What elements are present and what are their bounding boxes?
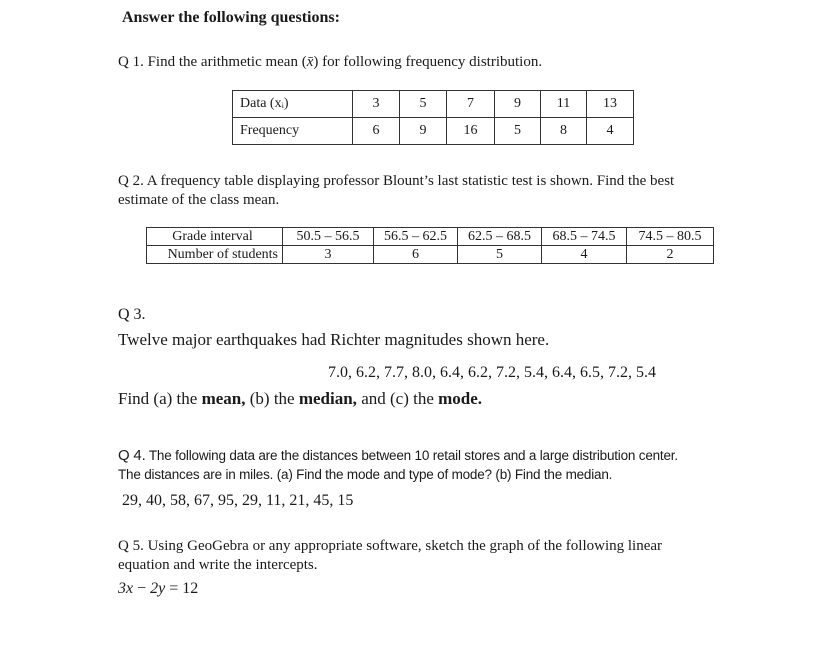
table-cell: 3 xyxy=(283,246,374,264)
question-3-find-c: and (c) the xyxy=(356,389,439,408)
table-cell-label: Number of students xyxy=(147,246,283,264)
question-2-line-2: estimate of the class mean. xyxy=(118,192,280,208)
term-mode: mode. xyxy=(438,389,483,408)
question-5-number: Q 5. xyxy=(118,538,144,554)
table-cell: 4 xyxy=(587,118,634,145)
table-cell: 13 xyxy=(587,91,634,118)
question-5-line-2: equation and write the intercepts. xyxy=(118,557,318,573)
question-2-number: Q 2. xyxy=(118,173,144,189)
question-2 xyxy=(118,172,674,210)
table-row xyxy=(147,246,714,264)
table-cell: 6 xyxy=(353,118,400,145)
equation-minus: − xyxy=(133,580,151,597)
question-3-number: Q 3. xyxy=(118,306,146,323)
question-5-line-1: Using GeoGebra or any appropriate software, sketch the graph of the following linear xyxy=(147,538,663,554)
question-4-line-1: The following data are the distances between 10 retail stores and a large distribution center. xyxy=(148,448,678,463)
table-cell: 2 xyxy=(627,246,714,264)
table-cell: 8 xyxy=(541,118,587,145)
linear-equation xyxy=(118,580,198,598)
question-1-text: Find the arithmetic mean ( xyxy=(147,54,307,70)
question-3-find-b: (b) the xyxy=(245,389,299,408)
table-cell: 3 xyxy=(353,91,400,118)
table-cell: 4 xyxy=(542,246,627,264)
term-median: median, xyxy=(298,389,357,408)
question-1-text-end: ) for following frequency distribution. xyxy=(313,54,543,70)
term-mean: mean, xyxy=(201,389,246,408)
equation-rhs: = 12 xyxy=(165,580,199,597)
table-cell: 56.5 – 62.5 xyxy=(374,228,458,246)
table-cell: 62.5 – 68.5 xyxy=(458,228,542,246)
table-cell: 6 xyxy=(374,246,458,264)
table-cell: 16 xyxy=(447,118,495,145)
table-row xyxy=(233,91,634,118)
table-cell: 5 xyxy=(458,246,542,264)
question-3-body: Twelve major earthquakes had Richter magnitudes shown here. xyxy=(118,330,550,349)
table-cell: 5 xyxy=(400,91,447,118)
table-row xyxy=(233,118,634,145)
table-cell-label: Data (xᵢ) xyxy=(233,91,353,118)
question-4-number: Q 4. xyxy=(118,447,146,464)
question-4-line-2: The distances are in miles. (a) Find the mode and type of mode? (b) Find the median. xyxy=(118,467,613,482)
table-cell: 50.5 – 56.5 xyxy=(283,228,374,246)
table-cell: 7 xyxy=(447,91,495,118)
question-1 xyxy=(118,53,542,72)
question-3-find xyxy=(118,389,482,409)
frequency-table-2 xyxy=(146,227,714,264)
question-1-number: Q 1. xyxy=(118,54,144,70)
frequency-table-1 xyxy=(232,90,634,145)
question-3-data: 7.0, 6.2, 7.7, 8.0, 6.4, 6.2, 7.2, 5.4, 6.4, 6.5, 7.2, 5.4 xyxy=(328,364,656,381)
table-cell: 74.5 – 80.5 xyxy=(627,228,714,246)
equation-term-y: 2y xyxy=(150,580,166,597)
question-3-find-a: Find (a) the xyxy=(118,389,202,408)
table-cell-label: Frequency xyxy=(233,118,353,145)
equation-term-x: 3x xyxy=(118,580,134,597)
table-cell: 9 xyxy=(400,118,447,145)
table-row xyxy=(147,228,714,246)
table-cell-label: Grade interval xyxy=(147,228,283,246)
question-4 xyxy=(118,446,678,484)
question-4-data: 29, 40, 58, 67, 95, 29, 11, 21, 45, 15 xyxy=(122,492,354,509)
mean-symbol: x̄ xyxy=(306,54,314,70)
question-5 xyxy=(118,537,662,575)
table-cell: 5 xyxy=(495,118,541,145)
question-2-line-1: A frequency table displaying professor Blount’s last statistic test is shown. Find the best xyxy=(146,173,675,189)
table-cell: 68.5 – 74.5 xyxy=(542,228,627,246)
table-cell: 11 xyxy=(541,91,587,118)
worksheet-heading: Answer the following questions: xyxy=(122,9,340,26)
table-cell: 9 xyxy=(495,91,541,118)
